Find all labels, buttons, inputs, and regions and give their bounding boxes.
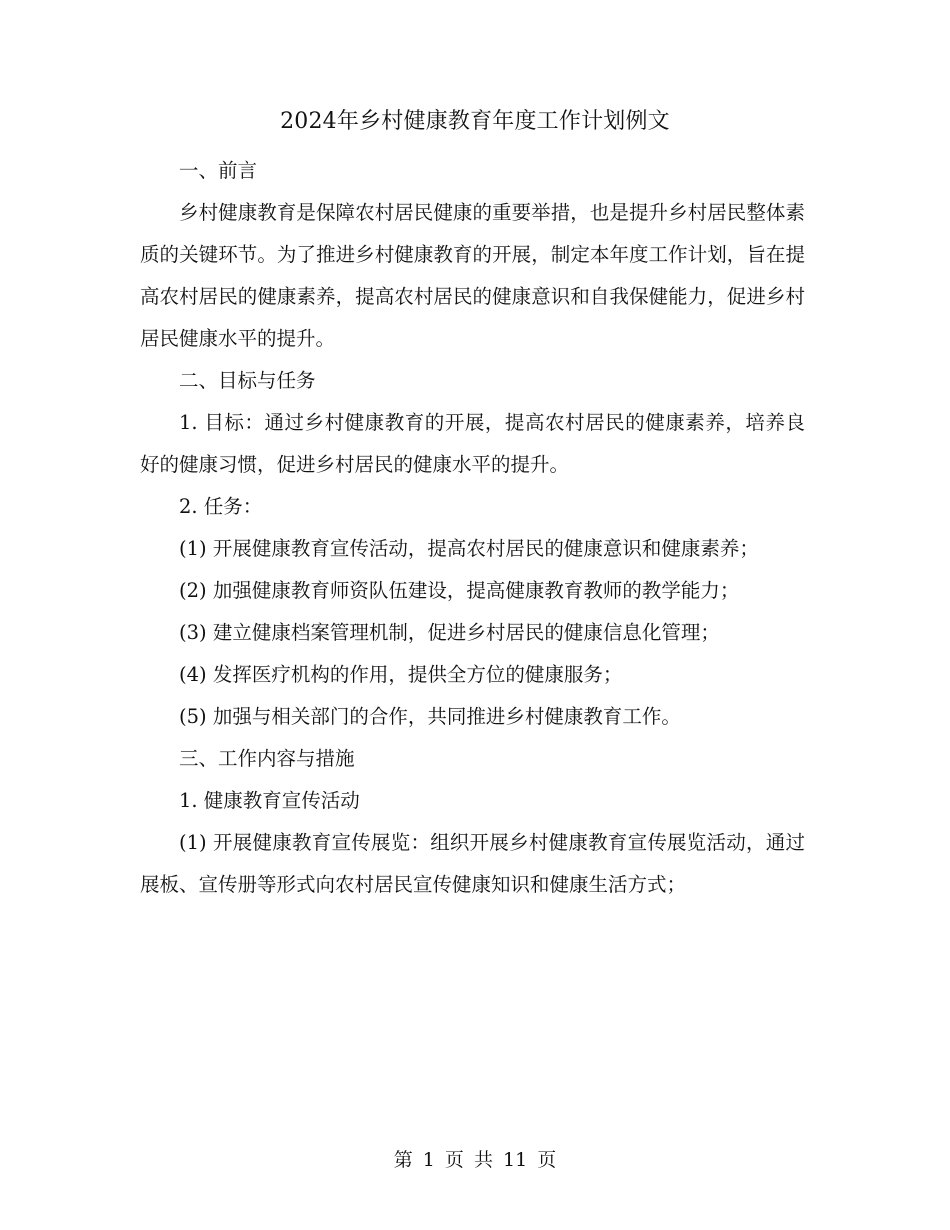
task-item: (3) 建立健康档案管理机制，促进乡村居民的健康信息化管理；	[179, 621, 720, 644]
task-item: (2) 加强健康教育师资队伍建设，提高健康教育教师的教学能力；	[179, 579, 740, 602]
goal-item: 1. 目标：通过乡村健康教育的开展，提高农村居民的健康素养，培养良好的健康习惯，促进乡村居民的健康水平的提升。	[140, 411, 805, 476]
section-heading-goals-tasks: 二、目标与任务	[179, 369, 316, 392]
task-heading: 2. 任务：	[179, 495, 263, 518]
subsection-heading: 1. 健康教育宣传活动	[179, 789, 360, 812]
document-body	[140, 150, 805, 906]
task-item: (4) 发挥医疗机构的作用，提供全方位的健康服务；	[179, 663, 623, 686]
document-title: 2024年乡村健康教育年度工作计划例文	[280, 109, 670, 134]
measure-item: (1) 开展健康教育宣传展览：组织开展乡村健康教育宣传展览活动，通过展板、宣传册等形式向农村居民宣传健康知识和健康生活方式；	[140, 831, 805, 896]
task-item: (1) 开展健康教育宣传活动，提高农村居民的健康意识和健康素养；	[179, 537, 759, 560]
section-heading-preface: 一、前言	[179, 159, 258, 182]
page-number-footer: 第 1 页 共 11 页	[393, 1149, 557, 1171]
section-heading-content-measures: 三、工作内容与措施	[179, 747, 355, 770]
body-paragraph: 乡村健康教育是保障农村居民健康的重要举措，也是提升乡村居民整体素质的关键环节。为了推进乡村健康教育的开展，制定本年度工作计划，旨在提高农村居民的健康素养，提高农村居民的健康意识和自我保健能力，促进乡村居民健康水平的提升。	[140, 201, 805, 350]
task-item: (5) 加强与相关部门的合作，共同推进乡村健康教育工作。	[179, 705, 681, 728]
